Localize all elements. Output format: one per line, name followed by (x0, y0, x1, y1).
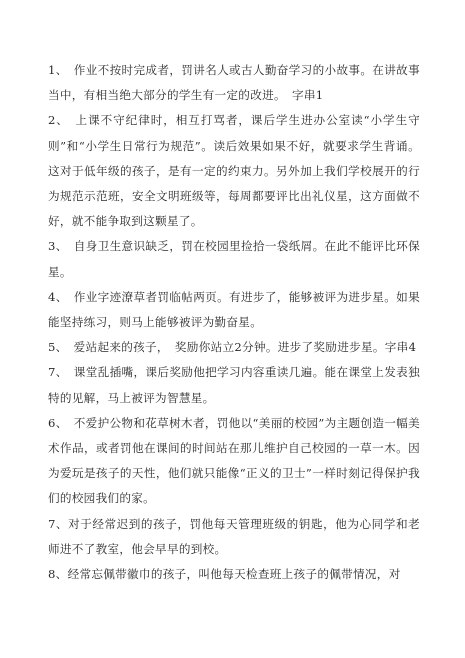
paragraph-5: 5、 爱站起来的孩子， 奖励你站立2分钟。进步了奖励进步星。字串4 (48, 340, 417, 355)
paragraph-3: 3、 自身卫生意识缺乏，罚在校园里捡拾一袋纸屑。在此不能评比环保星。 (48, 239, 420, 279)
paragraph-7: 6、 不爱护公物和花草树木者，罚他以“美丽的校园”为主题创造一幅美术作品，或者罚他在课间的时间站在那儿维护自己校园的一草一木。因为爱玩是孩子的天性，他们就只能像“正义的卫士”一样时刻记得保护我们的校园我们的家。 (48, 415, 420, 506)
paragraph-6: 7、 课堂乱插嘴，课后奖励他把学习内容重读几遍。能在课堂上发表独特的见解，马上被评为智慧星。 (48, 365, 420, 405)
paragraph-9: 8、经常忘佩带徽巾的孩子，叫他每天检查班上孩子的佩带情况，对 (48, 567, 401, 582)
paragraph-1: 1、 作业不按时完成者，罚讲名人或古人勤奋学习的小故事。在讲故事当中，有相当绝大部分的学生有一定的改进。 字串1 (48, 63, 420, 103)
paragraph-4: 4、 作业字迹潦草者罚临帖两页。有进步了，能够被评为进步星。如果能坚持练习，则马上能够被评为勤奋星。 (48, 289, 420, 330)
paragraph-8: 7、对于经常迟到的孩子，罚他每天管理班级的钥匙，他为心同学和老师进不了教室，他会早早的到校。 (48, 516, 420, 556)
document-body (48, 58, 420, 587)
paragraph-2: 2、 上课不守纪律时，相互打骂者，课后学生进办公室读“小学生守则”和“小学生日常行为规范”。读后效果如果不好，就要求学生背诵。这对于低年级的孩子，是有一定的约束力。另外加上我们学校展开的行为规范示范班，安全文明班级等，每周都要评比出礼仪星，这方面做不好，就不能争取到这颗星了。 (48, 113, 420, 229)
